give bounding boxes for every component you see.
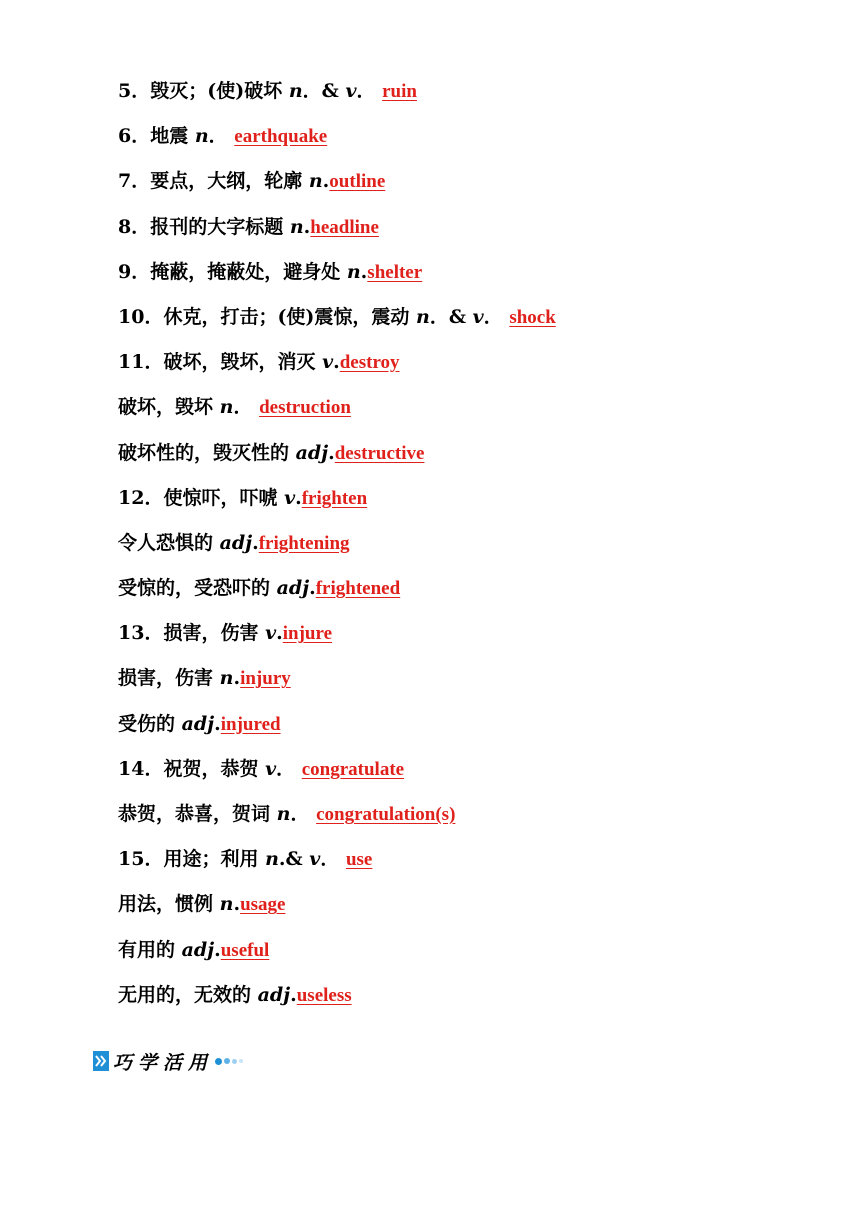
vocab-chinese-meaning: 10．休克，打击；(使)震惊，震动 bbox=[118, 305, 417, 328]
pos-separator: . bbox=[328, 441, 335, 464]
vocab-answer: outline bbox=[329, 171, 386, 193]
vocab-answer: headline bbox=[310, 216, 379, 238]
vocab-item bbox=[118, 618, 818, 663]
vocab-answer: congratulate bbox=[301, 758, 405, 780]
pos-separator-tail: ． bbox=[483, 305, 510, 328]
pos-separator: ． bbox=[233, 396, 260, 419]
part-of-speech: v bbox=[284, 486, 296, 509]
vocab-answer: frighten bbox=[301, 487, 368, 509]
vocab-chinese-meaning: 8．报刊的大字标题 bbox=[118, 215, 290, 238]
vocab-item bbox=[118, 935, 818, 980]
vocab-chinese-meaning: 恭贺，恭喜，贺词 bbox=[118, 803, 277, 825]
part-of-speech: v bbox=[322, 351, 334, 374]
part-of-speech: n bbox=[288, 80, 303, 102]
pos-separator: . bbox=[303, 215, 311, 238]
vocab-chinese-meaning: 无用的，无效的 bbox=[118, 983, 258, 1006]
part-of-speech: n bbox=[219, 667, 234, 690]
part-of-speech: adj bbox=[257, 983, 291, 1006]
vocab-item bbox=[118, 212, 818, 257]
pos-separator: . bbox=[333, 351, 340, 374]
part-of-speech: adj bbox=[276, 577, 310, 600]
part-of-speech: n bbox=[276, 803, 291, 825]
vocab-item bbox=[118, 392, 818, 437]
vocab-answer: injure bbox=[282, 623, 332, 645]
vocab-answer: destroy bbox=[339, 352, 400, 374]
vocab-chinese-meaning: 令人恐惧的 bbox=[118, 531, 220, 554]
pos-separator-tail: ． bbox=[356, 80, 383, 102]
vocab-answer: destructive bbox=[334, 442, 425, 464]
vocab-chinese-meaning: 5．毁灭；(使)破坏 bbox=[118, 80, 289, 102]
pos-separator: . bbox=[290, 983, 297, 1006]
vocab-chinese-meaning: 受伤的 bbox=[118, 712, 182, 735]
vocab-answer: usage bbox=[240, 894, 286, 916]
pos-separator: ． bbox=[276, 757, 302, 780]
part-of-speech-second: v bbox=[309, 848, 321, 871]
vocab-item bbox=[118, 121, 818, 166]
vocab-chinese-meaning: 11．破坏，毁坏，消灭 bbox=[118, 351, 323, 374]
vocab-list bbox=[118, 76, 818, 1025]
pos-separator: . bbox=[233, 893, 241, 916]
pos-separator: . bbox=[295, 486, 302, 509]
vocab-answer: use bbox=[345, 849, 373, 871]
vocab-chinese-meaning: 9．掩蔽，掩蔽处，避身处 bbox=[118, 260, 347, 283]
part-of-speech: n bbox=[416, 305, 430, 328]
part-of-speech: n bbox=[219, 396, 234, 419]
part-of-speech: n bbox=[265, 848, 279, 871]
part-of-speech: v bbox=[265, 622, 277, 645]
vocab-item bbox=[118, 483, 818, 528]
vocab-answer: injured bbox=[220, 713, 281, 735]
part-of-speech: n bbox=[219, 893, 234, 916]
part-of-speech: adj bbox=[181, 712, 215, 735]
section-header bbox=[93, 1048, 245, 1074]
pos-separator: . bbox=[214, 938, 221, 961]
section-title: 巧学活用 bbox=[113, 1051, 214, 1074]
part-of-speech: v bbox=[265, 757, 277, 780]
vocab-item bbox=[118, 799, 818, 844]
vocab-chinese-meaning: 12．使惊吓，吓唬 bbox=[118, 486, 285, 509]
vocab-item bbox=[118, 302, 818, 347]
vocab-item bbox=[118, 844, 818, 889]
pos-separator: . bbox=[309, 577, 316, 600]
vocab-chinese-meaning: 破坏性的，毁灭性的 bbox=[118, 441, 296, 464]
pos-separator: .& bbox=[278, 848, 310, 871]
vocab-answer: useless bbox=[296, 984, 352, 1006]
vocab-answer: frightened bbox=[315, 578, 401, 600]
pos-separator: . bbox=[276, 622, 283, 645]
part-of-speech: adj bbox=[219, 531, 253, 554]
vocab-chinese-meaning: 15．用途；利用 bbox=[118, 848, 266, 871]
pos-separator: ． bbox=[290, 803, 317, 825]
pos-separator: . bbox=[252, 531, 259, 554]
vocab-item bbox=[118, 438, 818, 483]
vocab-item bbox=[118, 573, 818, 618]
vocab-item bbox=[118, 257, 818, 302]
vocab-chinese-meaning: 13．损害，伤害 bbox=[118, 622, 266, 645]
double-chevron-right-icon bbox=[93, 1051, 109, 1071]
vocab-item bbox=[118, 166, 818, 211]
part-of-speech: n bbox=[308, 170, 323, 193]
part-of-speech: n bbox=[194, 125, 209, 148]
vocab-item bbox=[118, 889, 818, 934]
part-of-speech: n bbox=[346, 260, 361, 283]
vocab-answer: shock bbox=[509, 306, 556, 328]
pos-separator: ．& bbox=[429, 305, 473, 328]
vocab-chinese-meaning: 受惊的，受恐吓的 bbox=[118, 577, 277, 600]
vocab-item bbox=[118, 528, 818, 573]
part-of-speech-second: v bbox=[345, 80, 357, 102]
vocab-chinese-meaning: 6．地震 bbox=[118, 125, 195, 148]
vocab-chinese-meaning: 破坏，毁坏 bbox=[118, 396, 220, 419]
vocab-item bbox=[118, 663, 818, 708]
part-of-speech: adj bbox=[295, 441, 329, 464]
vocab-answer: destruction bbox=[259, 397, 351, 419]
vocab-chinese-meaning: 用法，惯例 bbox=[118, 893, 220, 916]
decorative-dots-icon bbox=[215, 1058, 245, 1065]
part-of-speech: n bbox=[289, 215, 304, 238]
vocab-chinese-meaning: 14．祝贺，恭贺 bbox=[118, 757, 266, 780]
vocab-chinese-meaning: 有用的 bbox=[118, 938, 182, 961]
part-of-speech-second: v bbox=[472, 305, 484, 328]
vocab-answer: earthquake bbox=[234, 126, 328, 148]
pos-separator: . bbox=[360, 260, 368, 283]
vocab-item bbox=[118, 347, 818, 392]
vocab-item bbox=[118, 754, 818, 799]
vocab-item bbox=[118, 980, 818, 1025]
pos-separator: ． bbox=[208, 125, 235, 148]
pos-separator-tail: ． bbox=[320, 848, 346, 871]
pos-separator: . bbox=[214, 712, 221, 735]
vocab-answer: injury bbox=[240, 668, 291, 690]
vocab-answer: useful bbox=[220, 939, 270, 961]
vocab-chinese-meaning: 7．要点，大纲，轮廓 bbox=[118, 170, 309, 193]
pos-separator: . bbox=[233, 667, 241, 690]
vocab-chinese-meaning: 损害，伤害 bbox=[118, 667, 220, 690]
pos-separator: . bbox=[322, 170, 330, 193]
pos-separator: ．& bbox=[302, 80, 346, 102]
vocab-item bbox=[118, 709, 818, 754]
part-of-speech: adj bbox=[181, 938, 215, 961]
vocab-answer: frightening bbox=[258, 532, 350, 554]
vocab-item bbox=[118, 76, 818, 121]
vocab-answer: shelter bbox=[367, 261, 423, 283]
vocab-answer: congratulation(s) bbox=[316, 804, 456, 825]
vocab-answer: ruin bbox=[382, 81, 417, 102]
